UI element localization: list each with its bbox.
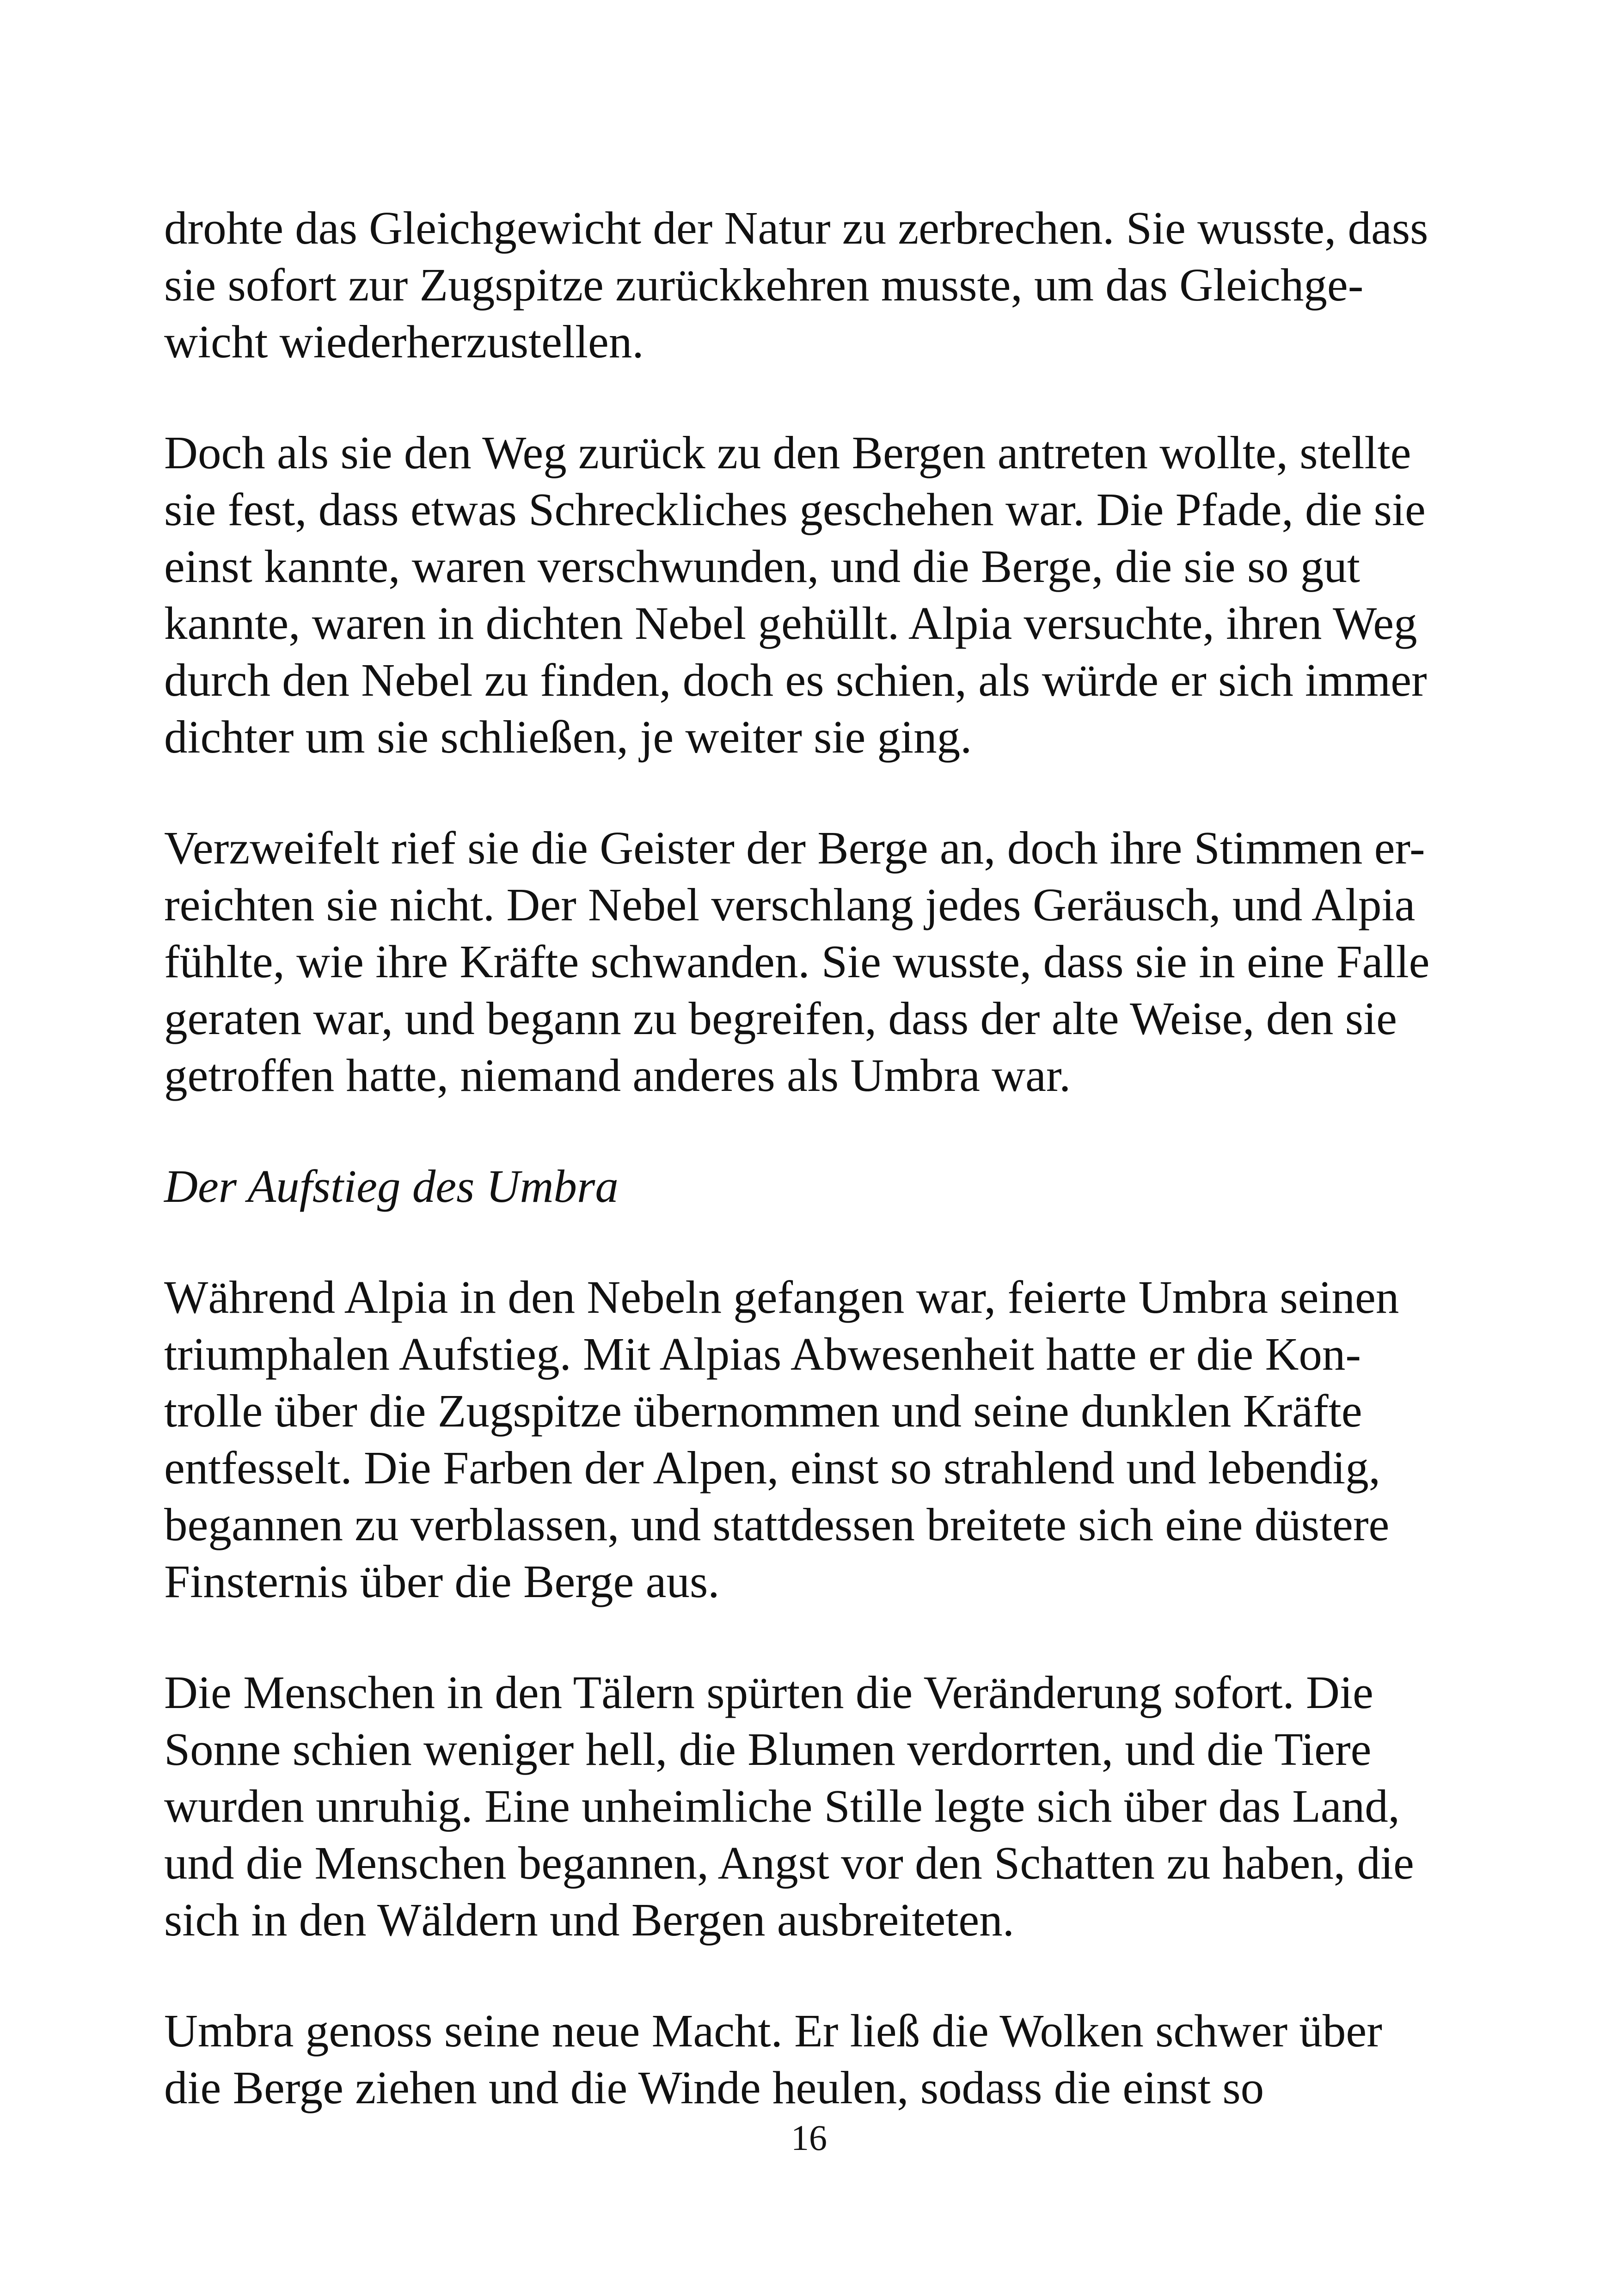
text-line: Während Alpia in den Nebeln gefangen war, feierte Umbra seinen xyxy=(164,1271,1399,1323)
text-line: getroffen hatte, niemand anderes als Umbra war. xyxy=(164,1049,1071,1101)
text-line: trolle über die Zugspitze übernommen und seine dunklen Kräfte xyxy=(164,1385,1362,1437)
text-line: geraten war, und begann zu begreifen, dass der alte Weise, den sie xyxy=(164,992,1397,1044)
page-number: 16 xyxy=(791,2118,827,2158)
text-line: sie sofort zur Zugspitze zurückkehren musste, um das Gleichge- xyxy=(164,259,1364,311)
text-line: Finsternis über die Berge aus. xyxy=(164,1555,720,1607)
text-line: die Berge ziehen und die Winde heulen, sodass die einst so xyxy=(164,2062,1264,2113)
text-line: wicht wiederherzustellen. xyxy=(164,316,644,367)
paragraph xyxy=(164,820,1459,1104)
text-line: sich in den Wäldern und Bergen ausbreiteten. xyxy=(164,1894,1014,1946)
text-line: kannte, waren in dichten Nebel gehüllt. Alpia versuchte, ihren Weg xyxy=(164,597,1417,649)
paragraph xyxy=(164,200,1459,370)
text-line: reichten sie nicht. Der Nebel verschlang jedes Geräusch, und Alpia xyxy=(164,879,1416,931)
text-line: entfesselt. Die Farben der Alpen, einst so strahlend und lebendig, xyxy=(164,1442,1380,1494)
text-line: Verzweifelt rief sie die Geister der Berge an, doch ihre Stimmen er- xyxy=(164,822,1425,874)
paragraph xyxy=(164,1269,1459,1610)
text-line: sie fest, dass etwas Schreckliches geschehen war. Die Pfade, die sie xyxy=(164,484,1426,535)
page-body xyxy=(164,200,1459,2170)
text-line: triumphalen Aufstieg. Mit Alpias Abwesenheit hatte er die Kon- xyxy=(164,1328,1361,1380)
text-line: Sonne schien weniger hell, die Blumen verdorrten, und die Tiere xyxy=(164,1723,1372,1775)
text-line: dichter um sie schließen, je weiter sie ging. xyxy=(164,711,972,763)
text-line: begannen zu verblassen, und stattdessen breitete sich eine düstere xyxy=(164,1499,1390,1550)
paragraph xyxy=(164,2002,1459,2116)
text-line: wurden unruhig. Eine unheimliche Stille legte sich über das Land, xyxy=(164,1780,1400,1832)
text-line: und die Menschen begannen, Angst vor den Schatten zu haben, die xyxy=(164,1837,1414,1889)
text-line: einst kannte, waren verschwunden, und die Berge, die sie so gut xyxy=(164,540,1360,592)
section-heading xyxy=(164,1158,1459,1215)
text-line: Doch als sie den Weg zurück zu den Bergen antreten wollte, stellte xyxy=(164,427,1411,478)
paragraph xyxy=(164,424,1459,765)
paragraph xyxy=(164,1664,1459,1948)
section-heading-text: Der Aufstieg des Umbra xyxy=(164,1160,619,1212)
text-line: Die Menschen in den Tälern spürten die Veränderung sofort. Die xyxy=(164,1666,1373,1718)
text-line: drohte das Gleichgewicht der Natur zu zerbrechen. Sie wusste, dass xyxy=(164,202,1428,254)
text-line: Umbra genoss seine neue Macht. Er ließ die Wolken schwer über xyxy=(164,2005,1382,2057)
text-line: fühlte, wie ihre Kräfte schwanden. Sie wusste, dass sie in eine Falle xyxy=(164,936,1430,987)
text-line: durch den Nebel zu finden, doch es schien, als würde er sich immer xyxy=(164,654,1427,706)
